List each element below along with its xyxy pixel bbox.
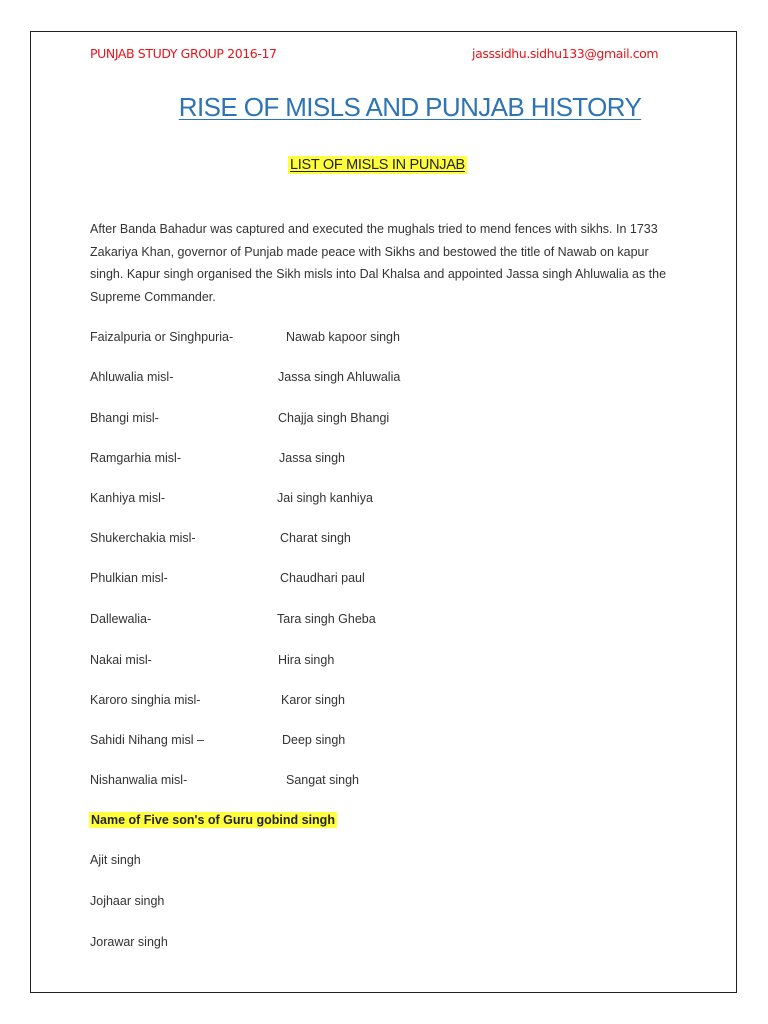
misl-row: [0, 733, 768, 753]
son-name: Jorawar singh: [90, 935, 168, 949]
misl-leader: Tara singh Gheba: [277, 612, 376, 626]
misl-name: Faizalpuria or Singhpuria-: [90, 330, 234, 344]
misl-name: Ramgarhia misl-: [90, 451, 181, 465]
misl-row: [0, 653, 768, 673]
header-email: jasssidhu.sidhu133@gmail.com: [472, 46, 659, 61]
misl-name: Nakai misl-: [90, 653, 152, 667]
misl-name: Bhangi misl-: [90, 411, 159, 425]
son-name: Jojhaar singh: [90, 894, 165, 908]
header-group-name: PUNJAB STUDY GROUP 2016-17: [90, 46, 277, 61]
misl-row: [0, 571, 768, 591]
misl-name: Shukerchakia misl-: [90, 531, 196, 545]
misl-row: [0, 693, 768, 713]
misl-name: Karoro singhia misl-: [90, 693, 201, 707]
page-border: [30, 31, 737, 993]
misl-leader: Karor singh: [281, 693, 345, 707]
misl-name: Kanhiya misl-: [90, 491, 166, 505]
misl-leader: Sangat singh: [286, 773, 359, 787]
misl-leader: Chaudhari paul: [280, 571, 365, 585]
misl-leader: Deep singh: [282, 733, 346, 747]
misl-name: Phulkian misl-: [90, 571, 168, 585]
misl-leader: Nawab kapoor singh: [286, 330, 400, 344]
misl-name: Sahidi Nihang misl –: [90, 733, 204, 747]
misl-row: [0, 612, 768, 632]
misl-row: [0, 330, 768, 350]
misl-name: Ahluwalia misl-: [90, 370, 174, 384]
misl-leader: Chajja singh Bhangi: [278, 411, 390, 425]
misl-name: Nishanwalia misl-: [90, 773, 188, 787]
misl-leader: Jassa singh: [279, 451, 346, 465]
intro-paragraph: After Banda Bahadur was captured and executed the mughals tried to mend fences with sikhs. In 1733 Zakariya Khan, governor of Punjab made peace with Sikhs and bestowed the title of Nawab on kapur singh. Kapur singh organised the Sikh misls into Dal Khalsa and appointed Jassa singh Ahluwalia as the Supreme Commander.: [90, 222, 667, 304]
section-subtitle: LIST OF MISLS IN PUNJAB: [290, 157, 465, 173]
sons-heading: Name of Five son's of Guru gobind singh: [91, 813, 335, 827]
son-name: Ajit singh: [90, 853, 141, 867]
misl-row: [0, 773, 768, 793]
misl-row: [0, 451, 768, 471]
misl-row: [0, 370, 768, 390]
misl-row: [0, 531, 768, 551]
document-title: RISE OF MISLS AND PUNJAB HISTORY: [178, 92, 642, 122]
misl-leader: Hira singh: [278, 653, 335, 667]
misl-row: [0, 491, 768, 511]
misl-leader: Jai singh kanhiya: [277, 491, 373, 505]
misl-name: Dallewalia-: [90, 612, 152, 626]
misl-leader: Charat singh: [280, 531, 351, 545]
misl-row: [0, 411, 768, 431]
misl-leader: Jassa singh Ahluwalia: [278, 370, 401, 384]
